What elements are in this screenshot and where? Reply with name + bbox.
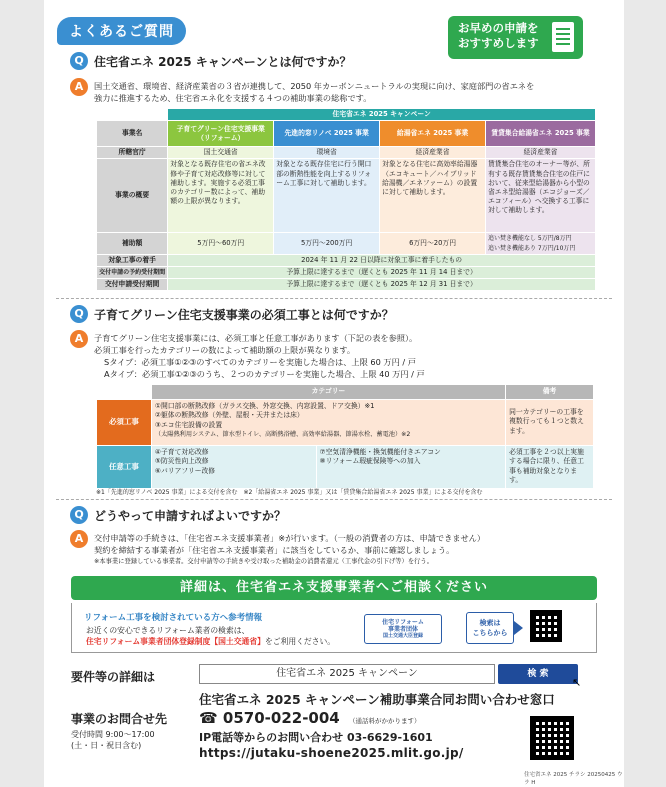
arrow-right-icon <box>514 621 523 635</box>
reference-line1: お近くの安心できるリフォーム業者の検索は、 <box>86 626 250 635</box>
faq-tab: よくあるご質問 <box>57 17 186 45</box>
question-2-text: 子育てグリーン住宅支援事業の必須工事とは何ですか？ <box>94 307 394 322</box>
col1-amount: 5万円～60万円 <box>168 233 274 254</box>
inquiry-label: 事業のお問合せ先 <box>71 712 168 726</box>
col3-amount: 6万円～20万円 <box>380 233 486 254</box>
required-item: ①開口部の断熱改修（ガラス交換、外窓交換、内窓設置、ドア交換）※1 <box>154 401 375 410</box>
row-label-amount: 補助額 <box>97 233 168 254</box>
row-label-start: 対象工事の着手 <box>97 254 168 266</box>
col1-ministry: 国土交通省 <box>168 147 274 159</box>
required-item: ②躯体の断熱改修（外壁、屋根・天井または床） <box>154 411 304 419</box>
required-label: 必須工事 <box>97 399 152 445</box>
hours-line2: (土・日・祝日含む) <box>71 741 142 750</box>
recommend-line2: おすすめします <box>458 36 539 50</box>
period2-text: 予算上限に達するまで（遅くとも 2025 年 12 月 31 日まで） <box>168 279 596 291</box>
phone-number[interactable] <box>199 709 340 727</box>
required-note: 同一カテゴリーの工事を複数行っても１つと数えます。 <box>506 399 594 445</box>
optional-item: ⑦空気清浄機能・換気機能付きエアコン <box>319 447 441 456</box>
reference-line2-rest: をご利用ください。 <box>264 637 336 646</box>
logo-line3: 国土交通大臣登録 <box>382 633 423 639</box>
logo-line2: 事業者団体 <box>387 626 418 633</box>
search-input[interactable]: 住宅省エネ 2025 キャンペーン <box>199 664 495 684</box>
phone-icon: ☎ <box>199 709 223 727</box>
campaign-table <box>96 108 596 291</box>
answer-2-line1: 子育てグリーン住宅支援事業には、必須工事と任意工事があります（下記の表を参照）。 <box>94 333 418 343</box>
answer-3-line2: 契約を締結する事業者が「住宅省エネ支援事業者」に該当をしているか、事前に確認しましょう。 <box>94 545 455 555</box>
question-2 <box>70 305 394 323</box>
qr-code-icon[interactable] <box>530 716 574 760</box>
answer-3-line3: ※本事業に登録している事業者。交付申請等の手続きや受け取った補助金の消費者還元（工事代金の引下げ等）を行う。 <box>94 558 434 565</box>
col4-amount <box>486 233 596 254</box>
search-link-line2: こちらから <box>472 629 508 637</box>
search-link-line1: 検索は <box>479 619 501 627</box>
col4-amount2: 追い焚き機能あり 7万円/10万円 <box>488 244 576 252</box>
a-icon: A <box>70 78 88 96</box>
col1-name: 子育てグリーン住宅支援事業（リフォーム） <box>168 121 274 147</box>
q-icon: Q <box>70 305 88 323</box>
reference-search-link[interactable] <box>466 612 514 644</box>
row-label-period1: 交付申請の予約受付期間 <box>97 267 168 279</box>
col4-summary: 賃貸集合住宅のオーナー等が、所有する既存賃貸集合住宅の住戸において、従来型給湯器から小型の省エネ型給湯器（エコジョーズ／エコフィール）へ交換する工事に対して補助します。 <box>486 159 596 233</box>
question-3 <box>70 506 286 524</box>
optional-note: 必須工事を２つ以上実施する場合に限り、任意工事も補助対象となります。 <box>506 445 594 488</box>
answer-2-line4: Aタイプ：必須工事①②③のうち、２つのカテゴリーを実施した場合、上限 40 万円 / 戸 <box>104 369 425 379</box>
phone-note: （通話料がかかります） <box>349 717 421 725</box>
reference-line2 <box>86 636 335 647</box>
logo-line1: 住宅リフォーム <box>382 619 424 626</box>
answer-3-line1: 交付申請等の手続きは、「住宅省エネ支援事業者」※が行います。（一般の消費者の方は、申請できません） <box>94 533 486 543</box>
divider <box>56 298 612 299</box>
col2-name: 先進的窓リノベ 2025 事業 <box>274 121 380 147</box>
col3-name: 給湯省エネ 2025 事業 <box>380 121 486 147</box>
question-3-text: どうやって申請すればよいですか？ <box>94 508 287 523</box>
question-1 <box>70 52 352 70</box>
optional-item: ⑥バリアフリー改修 <box>154 466 216 475</box>
divider <box>56 499 612 500</box>
contact-title: 住宅省エネ 2025 キャンペーン補助事業合同お問い合わせ窓口 <box>199 692 555 707</box>
campaign-header: 住宅省エネ 2025 キャンペーン <box>168 109 596 121</box>
row-label-name: 事業名 <box>97 121 168 147</box>
col2-amount: 5万円～200万円 <box>274 233 380 254</box>
flyer-page <box>44 0 624 787</box>
answer-2-line2: 必須工事を行ったカテゴリーの数によって補助額の上限が異なります。 <box>94 345 356 355</box>
col3-summary: 対象となる住宅に高効率給湯器（エコキュート／ハイブリッド給湯機／エネファーム）の設置に対して補助します。 <box>380 159 486 233</box>
cursor-icon: ↖ <box>572 676 582 689</box>
col1-summary: 対象となる既存住宅の省エネ改修や子育て対応改修等に対して補助します。実施する必須工事のカテゴリー数によって、補助額の上限が異なります。 <box>168 159 274 233</box>
optional-item: ④子育て対応改修 <box>154 447 209 456</box>
optional-label: 任意工事 <box>97 445 152 488</box>
ip-phone: IP電話等からのお問い合わせ 03-6629-1601 <box>199 731 433 744</box>
answer-2-line3: Sタイプ：必須工事①②③のすべてのカテゴリーを実施した場合は、上限 60 万円 / 戸 <box>104 357 416 367</box>
q-icon: Q <box>70 506 88 524</box>
recommend-box <box>448 16 583 59</box>
start-text: 2024 年 11 月 22 日以降に対象工事に着手したもの <box>168 254 596 266</box>
period1-text: 予算上限に達するまで（遅くとも 2025 年 11 月 14 日まで） <box>168 267 596 279</box>
optional-item: ⑧リフォーム瑕疵保険等への加入 <box>319 457 421 465</box>
col2-ministry: 環境省 <box>274 147 380 159</box>
works-table <box>96 384 594 489</box>
table-footnote: ※1「先進的窓リノベ 2025 事業」による交付を含む ※2「給湯省エネ 2025 事業」又は「賃貸集合給湯省エネ 2025 事業」による交付を含む <box>96 489 483 496</box>
reference-title: リフォーム工事を検討されている方へ参考情報 <box>84 613 263 623</box>
phone-text: 0570-022-004 <box>222 709 340 727</box>
col4-amount1: 追い焚き機能なし 5万円/8万円 <box>488 235 572 243</box>
question-1-text: 住宅省エネ 2025 キャンペーンとは何ですか？ <box>94 54 352 69</box>
registry-logo <box>364 614 442 644</box>
answer-1-line1: 国土交通省、環境省、経済産業省の３省が連携して、2050 年カーボンニュートラルの実現に向け、家庭部門の省エネを <box>94 81 535 91</box>
category-header: カテゴリー <box>151 385 505 400</box>
hours-line1: 受付時間 9:00～17:00 <box>71 730 155 739</box>
required-item: （太陽熱利用システム、節水型トイレ、高断熱浴槽、高効率給湯器、節湯水栓、蓄電池）※2 <box>154 431 411 438</box>
a-icon: A <box>70 330 88 348</box>
optional-items-right <box>316 445 506 488</box>
col4-name: 賃貸集合給湯省エネ 2025 事業 <box>486 121 596 147</box>
reference-registry-name: 住宅リフォーム事業者団体登録制度【国土交通省】 <box>86 637 265 646</box>
q-icon: Q <box>70 52 88 70</box>
required-item: ③エコ住宅設備の設置 <box>154 420 223 429</box>
document-list-icon <box>552 22 574 52</box>
footer-code: 住宅省エネ 2025 チラシ 20250425 ウラ H <box>524 772 623 786</box>
details-label: 要件等の詳細は <box>71 670 156 684</box>
row-label-summary: 事業の概要 <box>97 159 168 233</box>
search-button[interactable]: 検 索 <box>498 664 578 684</box>
notes-header: 備考 <box>506 385 594 400</box>
row-label-ministry: 所轄官庁 <box>97 147 168 159</box>
consult-banner: 詳細は、住宅省エネ支援事業者へご相談ください <box>71 576 597 600</box>
col2-summary: 対象となる既存住宅に行う開口部の断熱性能を向上するリフォーム工事に対して補助します。 <box>274 159 380 233</box>
a-icon: A <box>70 530 88 548</box>
answer-1-line2: 強力に推進するため、住宅省エネ化を支援する４つの補助事業の総称です。 <box>94 93 372 103</box>
required-items <box>151 399 505 445</box>
optional-item: ⑤防災性向上改修 <box>154 457 209 465</box>
row-label-period2: 交付申請受付期間 <box>97 279 168 291</box>
optional-items-left <box>151 445 316 488</box>
website-url[interactable]: https://jutaku-shoene2025.mlit.go.jp/ <box>199 746 464 760</box>
qr-code-icon[interactable] <box>530 610 562 642</box>
col4-ministry: 経済産業省 <box>486 147 596 159</box>
col3-ministry: 経済産業省 <box>380 147 486 159</box>
recommend-line1: お早めの申請を <box>458 21 539 35</box>
